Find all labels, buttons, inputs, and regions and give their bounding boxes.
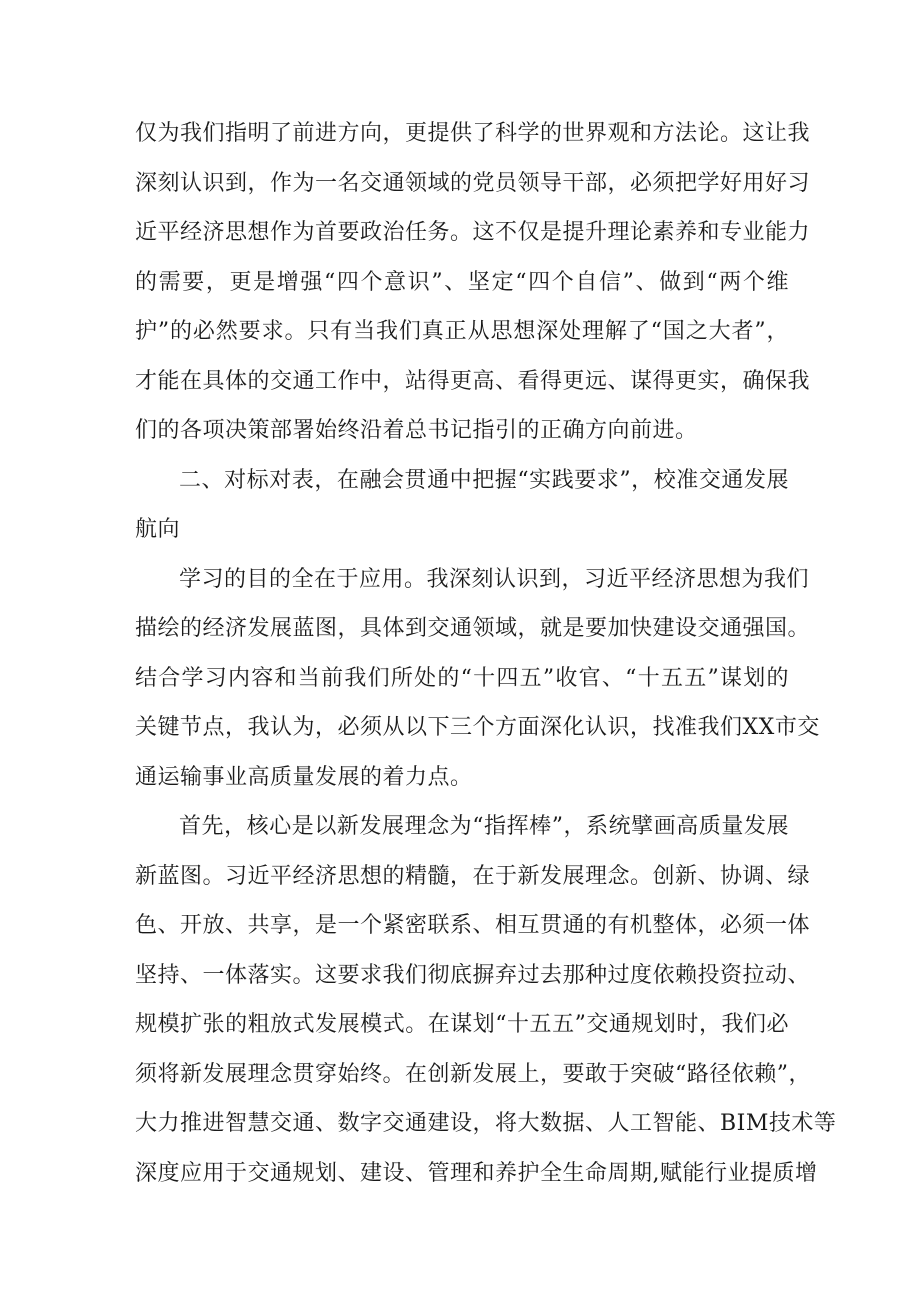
paragraph-1: [135, 109, 811, 456]
text-line: 首先，核心是以新发展理念为“指挥棒”，系统擘画高质量发展: [179, 814, 789, 839]
text-line: 新蓝图。习近平经济思想的精髓，在于新发展理念。创新、协调、绿: [135, 863, 811, 889]
text-line: 仅为我们指明了前进方向，更提供了科学的世界观和方法论。这让我: [135, 121, 811, 146]
heading-line: 二、对标对表，在融会贯通中把握“实践要求”，校准交通发展: [179, 467, 789, 493]
text-line: 的需要，更是增强“四个意识”、坚定“四个自信”、做到“两个维: [135, 269, 789, 295]
text-line: 深刻认识到，作为一名交通领域的党员领导干部，必须把学好用好习: [135, 170, 811, 196]
text-line: 们的各项决策部署始终沿着总书记指引的正确方向前进。: [135, 418, 698, 443]
paragraph-3: [135, 802, 837, 1198]
text-line: 色、开放、共享，是一个紧密联系、相互贯通的有机整体，必须一体: [135, 913, 811, 938]
text-line: 关键节点，我认为，必须从以下三个方面深化认识，找准我们XX市交: [135, 715, 820, 740]
text-line: 护”的必然要求。只有当我们真正从思想深处理解了“国之大者”，: [135, 319, 789, 344]
section-heading: [135, 456, 789, 555]
text-line: 近平经济思想作为首要政治任务。这不仅是提升理论素养和专业能力: [135, 220, 811, 245]
text-line: 通运输事业高质量发展的着力点。: [135, 764, 473, 790]
text-line: 深度应用于交通规划、建设、管理和养护全生命周期,赋能行业提质增: [135, 1160, 818, 1186]
text-line: 描绘的经济发展蓝图，具体到交通领域，就是要加快建设交通强国。: [135, 616, 811, 641]
text-line: 须将新发展理念贯穿始终。在创新发展上，要敢于突破“路径依赖”，: [135, 1061, 811, 1087]
text-line: 才能在具体的交通工作中，站得更高、看得更远、谋得更实，确保我: [135, 368, 811, 394]
text-line: 坚持、一体落实。这要求我们彻底摒弃过去那种过度依赖投资拉动、: [135, 962, 811, 988]
document-body: [135, 109, 837, 1198]
text-line: 学习的目的全在于应用。我深刻认识到，习近平经济思想为我们: [179, 566, 810, 592]
text-line: 规模扩张的粗放式发展模式。在谋划“十五五”交通规划时，我们必: [135, 1012, 789, 1037]
text-line: 结合学习内容和当前我们所处的“十四五”收官、“十五五”谋划的: [135, 665, 789, 691]
text-line: 大力推进智慧交通、数字交通建设，将大数据、人工智能、BIM技术等: [135, 1111, 837, 1136]
heading-line: 航向: [135, 517, 181, 542]
paragraph-2: [135, 555, 820, 803]
